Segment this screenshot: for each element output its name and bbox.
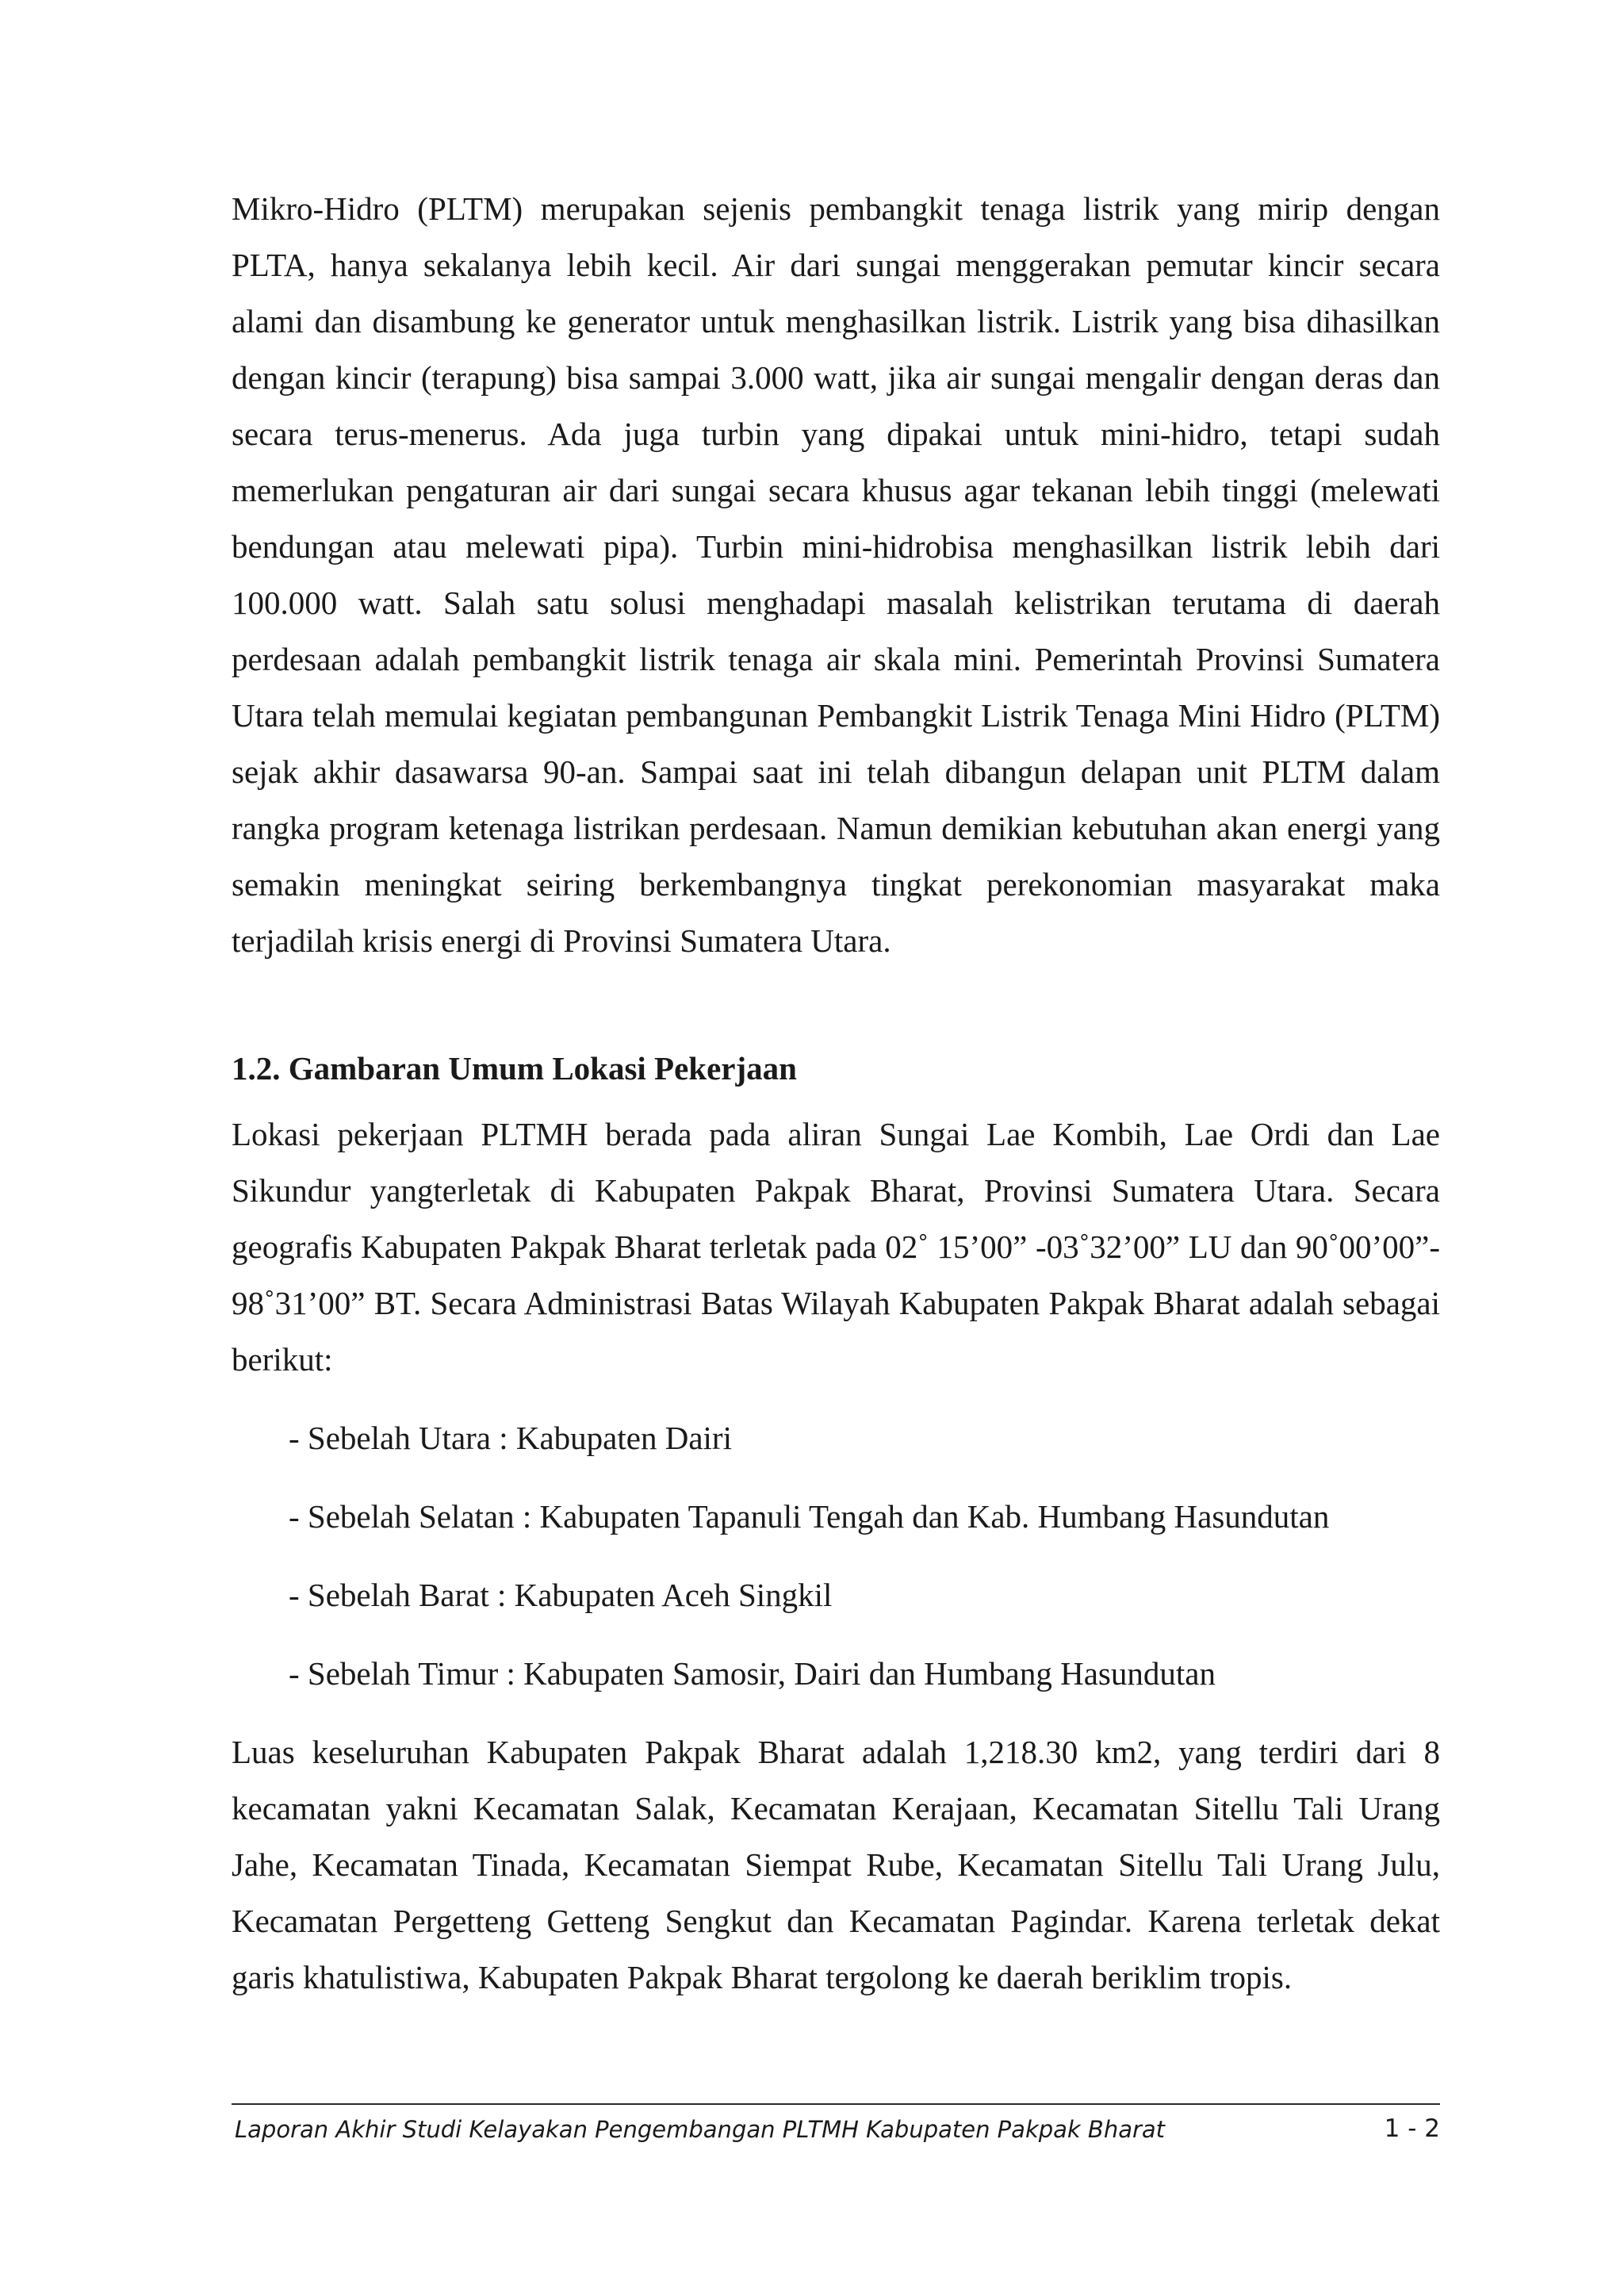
boundary-west: - Sebelah Barat : Kabupaten Aceh Singkil bbox=[289, 1577, 833, 1613]
intro-paragraph: Mikro-Hidro (PLTM) merupakan sejenis pembangkit tenaga listrik yang mirip dengan PLTA, hanya sekalanya lebih kecil. Air dari sungai menggerakan pemutar kincir secara alami dan disambung ke generator untuk menghasilkan listrik. Listrik yang bisa dihasilkan dengan kincir (terapung) bisa sampai 3.000 watt, jika air sungai mengalir dengan deras dan secara terus-menerus. Ada juga turbin yang dipakai untuk mini-hidro, tetapi sudah memerlukan pengaturan air dari sungai secara khusus agar tekanan lebih tinggi (melewati bendungan atau melewati pipa). Turbin mini-hidrobisa menghasilkan listrik lebih dari 100.000 watt. Salah satu solusi menghadapi masalah kelistrikan terutama di daerah perdesaan adalah pembangkit listrik tenaga air skala mini. Pemerintah Provinsi Sumatera Utara telah memulai kegiatan pembangunan Pembangkit Listrik Tenaga Mini Hidro (PLTM) sejak akhir dasawarsa 90-an. Sampai saat ini telah dibangun delapan unit PLTM dalam rangka program ketenaga listrikan perdesaan. Namun demikian kebutuhan akan energi yang semakin meningkat seiring berkembangnya tingkat perekonomian masyarakat maka terjadilah krisis energi di Provinsi Sumatera Utara. bbox=[232, 190, 1440, 959]
heading-spacer bbox=[232, 1097, 1440, 1106]
location-paragraph: Lokasi pekerjaan PLTMH berada pada aliran Sungai Lae Kombih, Lae Ordi dan Lae Sikundur yangterletak di Kabupaten Pakpak Bharat, Provinsi Sumatera Utara. Secara geografis Kabupaten Pakpak Bharat terletak pada 02˚ 15’00” -03˚32’00” LU dan 90˚00’00”- 98˚31’00” BT. Secara Administrasi Batas Wilayah Kabupaten Pakpak Bharat adalah sebagai berikut: bbox=[232, 1116, 1440, 1378]
boundary-north: - Sebelah Utara : Kabupaten Dairi bbox=[289, 1420, 732, 1456]
page-number: 1 - 2 bbox=[1384, 2114, 1440, 2143]
section-heading: 1.2. Gambaran Umum Lokasi Pekerjaan bbox=[232, 1050, 797, 1087]
footer-title: Laporan Akhir Studi Kelayakan Pengembangan PLTMH Kabupaten Pakpak Bharat bbox=[235, 2116, 1166, 2143]
page-content bbox=[232, 181, 1440, 2006]
area-paragraph: Luas keseluruhan Kabupaten Pakpak Bharat adalah 1,218.30 km2, yang terdiri dari 8 kecamatan yakni Kecamatan Salak, Kecamatan Kerajaan, Kecamatan Sitellu Tali Urang Jahe, Kecamatan Tinada, Kecamatan Siempat Rube, Kecamatan Sitellu Tali Urang Julu, Kecamatan Pergetteng Getteng Sengkut dan Kecamatan Pagindar. Karena terletak dekat garis khatulistiwa, Kabupaten Pakpak Bharat tergolong ke daerah beriklim tropis. bbox=[232, 1734, 1440, 1995]
boundary-list bbox=[232, 1410, 1440, 1702]
section-spacer bbox=[232, 969, 1440, 1041]
footer-divider bbox=[232, 2103, 1440, 2105]
boundary-east: - Sebelah Timur : Kabupaten Samosir, Dairi dan Humbang Hasundutan bbox=[289, 1655, 1216, 1692]
list-spacer bbox=[232, 1388, 1440, 1410]
boundary-south: - Sebelah Selatan : Kabupaten Tapanuli Tengah dan Kab. Humbang Hasundutan bbox=[289, 1498, 1330, 1535]
